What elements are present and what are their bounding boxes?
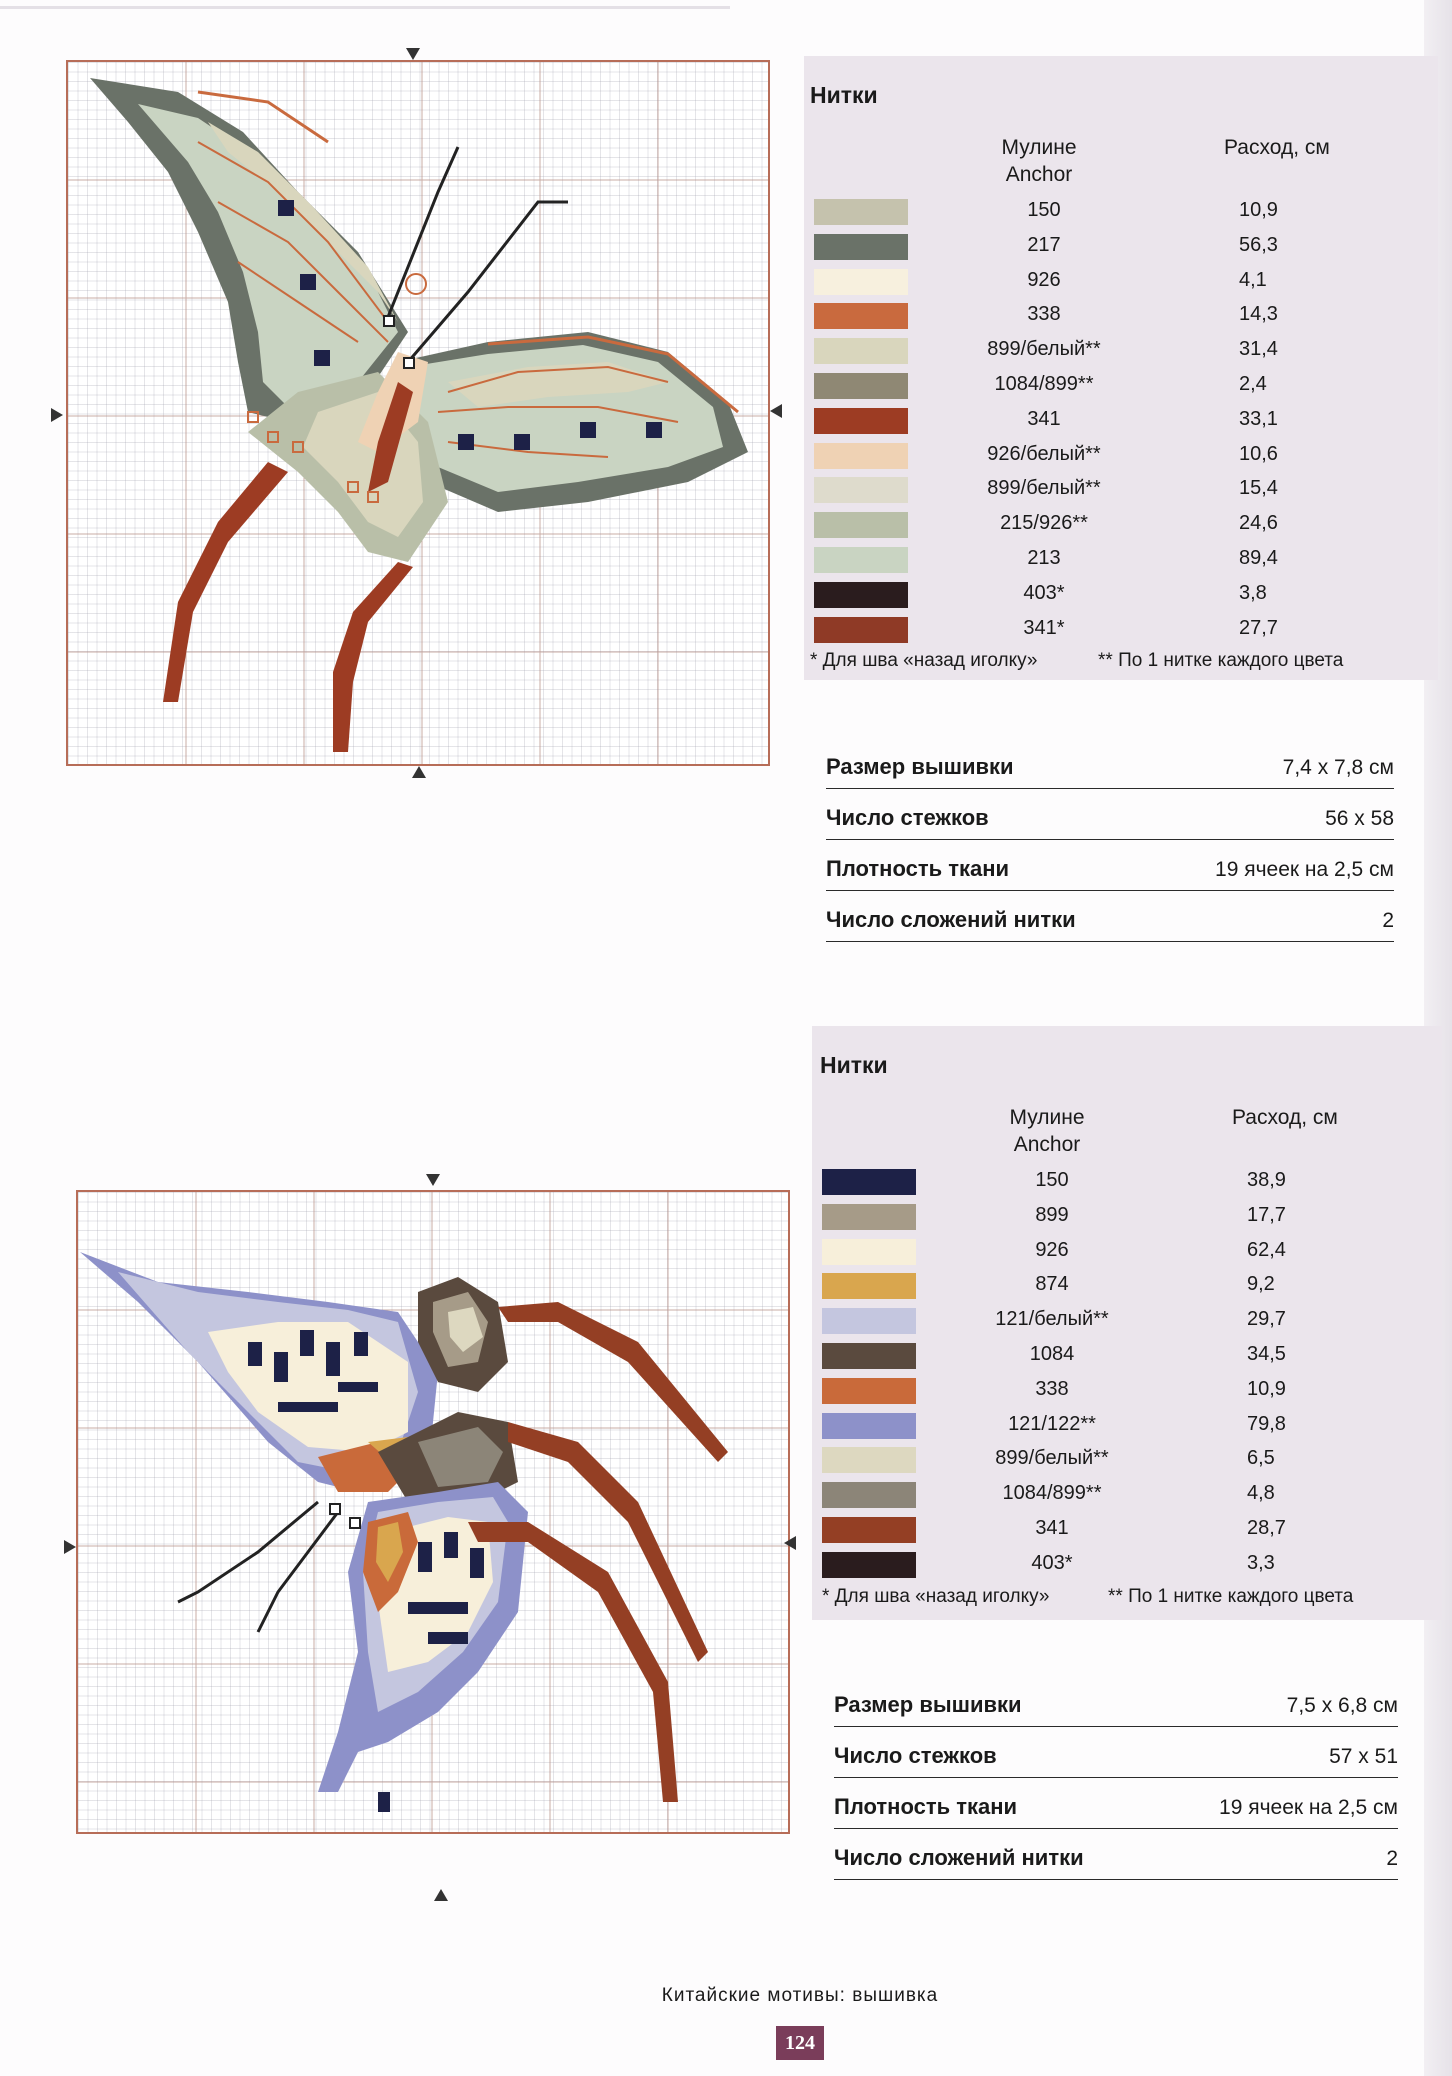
book-title: Китайские мотивы: вышивка: [661, 1985, 939, 2006]
color-swatch: [814, 408, 908, 434]
spec-label: Число стежков: [834, 1743, 997, 1768]
spec-value: 2: [1382, 909, 1394, 932]
threads-title: Нитки: [820, 1052, 888, 1078]
spec-value: 56 х 58: [1325, 807, 1394, 830]
color-swatch: [814, 547, 908, 573]
column-amount: Расход, см: [1224, 136, 1330, 159]
spec-row: [834, 1727, 1398, 1778]
thread-code: 341*: [1023, 616, 1065, 639]
cross-stitch-chart-1: [66, 60, 770, 766]
specs-table-1: [826, 738, 1394, 942]
color-swatch: [822, 1204, 916, 1230]
thread-code: 1084/899**: [1002, 1482, 1102, 1505]
cross-stitch-chart-2: [76, 1190, 790, 1834]
center-marker-left-1: [51, 408, 63, 422]
footnote-backstitch: * Для шва «назад иголку»: [810, 650, 1038, 671]
color-swatch: [822, 1273, 916, 1299]
thread-code: 213: [1027, 547, 1061, 569]
thread-amount: 79,8: [1247, 1412, 1286, 1435]
thread-amount: 14,3: [1239, 303, 1278, 326]
thread-amount: 34,5: [1247, 1343, 1286, 1365]
color-swatch: [822, 1413, 916, 1439]
color-swatch: [814, 617, 908, 643]
footnote-backstitch: * Для шва «назад иголку»: [822, 1586, 1050, 1607]
thread-amount: 10,9: [1239, 199, 1278, 221]
center-marker-bottom-1: [412, 766, 426, 778]
center-marker-left-2: [64, 1540, 76, 1554]
spec-value: 2: [1386, 1847, 1398, 1870]
center-marker-right-2: [784, 1536, 796, 1550]
thread-code: 121/белый**: [995, 1308, 1109, 1331]
color-swatch: [822, 1343, 916, 1369]
thread-amount: 9,2: [1247, 1273, 1275, 1296]
thread-code: 403*: [1031, 1551, 1073, 1574]
thread-code: 899/белый**: [987, 477, 1101, 500]
thread-code: 874: [1035, 1273, 1069, 1296]
color-swatch: [814, 303, 908, 329]
antenna-1: [258, 1512, 338, 1632]
thread-amount: 56,3: [1239, 233, 1278, 256]
spec-row: [834, 1829, 1398, 1880]
specs-table-2: [834, 1676, 1398, 1880]
spec-row: [834, 1778, 1398, 1829]
thread-amount: 38,9: [1247, 1169, 1286, 1191]
color-swatch: [822, 1169, 916, 1195]
thread-amount: 24,6: [1239, 512, 1278, 535]
thread-amount: 4,8: [1247, 1482, 1275, 1505]
color-swatch: [822, 1447, 916, 1473]
thread-amount: 17,7: [1247, 1203, 1286, 1226]
color-swatch: [814, 234, 908, 260]
color-swatch: [814, 199, 908, 225]
thread-amount: 6,5: [1247, 1447, 1275, 1470]
thread-code: 926/белый**: [987, 442, 1101, 465]
spec-row: [834, 1676, 1398, 1727]
thread-amount: 62,4: [1247, 1238, 1286, 1261]
center-marker-bottom-2: [434, 1889, 448, 1901]
spec-label: Число сложений нитки: [826, 907, 1076, 932]
spec-value: 7,4 х 7,8 см: [1282, 756, 1394, 779]
thread-amount: 29,7: [1247, 1308, 1286, 1331]
threads-panel-2: [812, 1026, 1442, 1620]
tail-left: [163, 462, 288, 702]
color-swatch: [822, 1308, 916, 1334]
footnote-one-strand: ** По 1 нитке каждого цвета: [1108, 1586, 1354, 1607]
butterfly-1-pattern: [68, 62, 768, 764]
thread-amount: 10,6: [1239, 442, 1278, 465]
column-amount: Расход, см: [1232, 1106, 1338, 1129]
spec-value: 19 ячеек на 2,5 см: [1219, 1796, 1398, 1819]
color-swatch: [822, 1517, 916, 1543]
thread-code: 338: [1035, 1377, 1069, 1400]
color-swatch: [822, 1378, 916, 1404]
column-thread: Мулине Anchor: [1009, 1106, 1085, 1156]
thread-code: 899: [1035, 1203, 1069, 1226]
antenna-2: [178, 1502, 318, 1602]
thread-amount: 28,7: [1247, 1517, 1286, 1539]
footnote-one-strand: ** По 1 нитке каждого цвета: [1098, 650, 1344, 671]
spec-row: [826, 789, 1394, 840]
spec-label: Плотность ткани: [826, 856, 1010, 881]
spec-label: Размер вышивки: [826, 754, 1014, 779]
thread-amount: 15,4: [1239, 477, 1278, 500]
spec-label: Число сложений нитки: [834, 1845, 1084, 1870]
spec-row: [826, 738, 1394, 789]
spec-row: [826, 891, 1394, 942]
column-thread: Мулине Anchor: [1001, 136, 1077, 186]
spec-value: 57 х 51: [1329, 1745, 1398, 1768]
top-rule: [0, 6, 730, 9]
threads-panel-1: [804, 56, 1438, 680]
spec-value: 19 ячеек на 2,5 см: [1215, 858, 1394, 881]
center-marker-top-1: [406, 48, 420, 60]
color-swatch: [814, 373, 908, 399]
thread-code: 403*: [1023, 581, 1065, 604]
thread-amount: 3,3: [1247, 1551, 1275, 1574]
thread-code: 899/белый**: [987, 338, 1101, 361]
color-swatch: [814, 338, 908, 364]
thread-amount: 3,8: [1239, 581, 1267, 604]
thread-amount: 2,4: [1239, 373, 1267, 395]
thread-amount: 10,9: [1247, 1377, 1286, 1400]
thread-code: 899/белый**: [995, 1447, 1109, 1470]
thread-code: 341: [1027, 407, 1061, 430]
color-swatch: [814, 512, 908, 538]
color-swatch: [822, 1482, 916, 1508]
thread-code: 926: [1035, 1238, 1069, 1261]
color-swatch: [822, 1552, 916, 1578]
color-swatch: [814, 477, 908, 503]
thread-amount: 27,7: [1239, 616, 1278, 639]
butterfly-2-pattern: [78, 1192, 788, 1832]
thread-code: 150: [1035, 1169, 1069, 1191]
spec-label: Плотность ткани: [834, 1794, 1018, 1819]
thread-code: 215/926**: [1000, 512, 1088, 535]
thread-amount: 33,1: [1239, 407, 1278, 430]
spec-row: [826, 840, 1394, 891]
thread-code: 150: [1027, 199, 1061, 221]
spec-label: Число стежков: [826, 805, 989, 830]
color-swatch: [814, 582, 908, 608]
thread-code: 926: [1027, 268, 1061, 291]
tail-right: [333, 562, 413, 752]
page-number: 124: [776, 2026, 824, 2060]
center-marker-top-2: [426, 1174, 440, 1186]
thread-code: 341: [1035, 1517, 1069, 1539]
thread-code: 1084/899**: [994, 373, 1094, 395]
center-marker-right-1: [770, 404, 782, 418]
threads-title: Нитки: [810, 82, 878, 108]
color-swatch: [814, 269, 908, 295]
thread-amount: 31,4: [1239, 338, 1278, 361]
thread-code: 217: [1027, 233, 1061, 256]
thread-code: 338: [1027, 303, 1061, 326]
thread-code: 1084: [1029, 1343, 1075, 1365]
spec-value: 7,5 х 6,8 см: [1286, 1694, 1398, 1717]
spec-label: Размер вышивки: [834, 1692, 1022, 1717]
color-swatch: [814, 443, 908, 469]
color-swatch: [822, 1239, 916, 1265]
thread-amount: 89,4: [1239, 547, 1278, 569]
thread-amount: 4,1: [1239, 268, 1267, 291]
thread-code: 121/122**: [1008, 1412, 1096, 1435]
